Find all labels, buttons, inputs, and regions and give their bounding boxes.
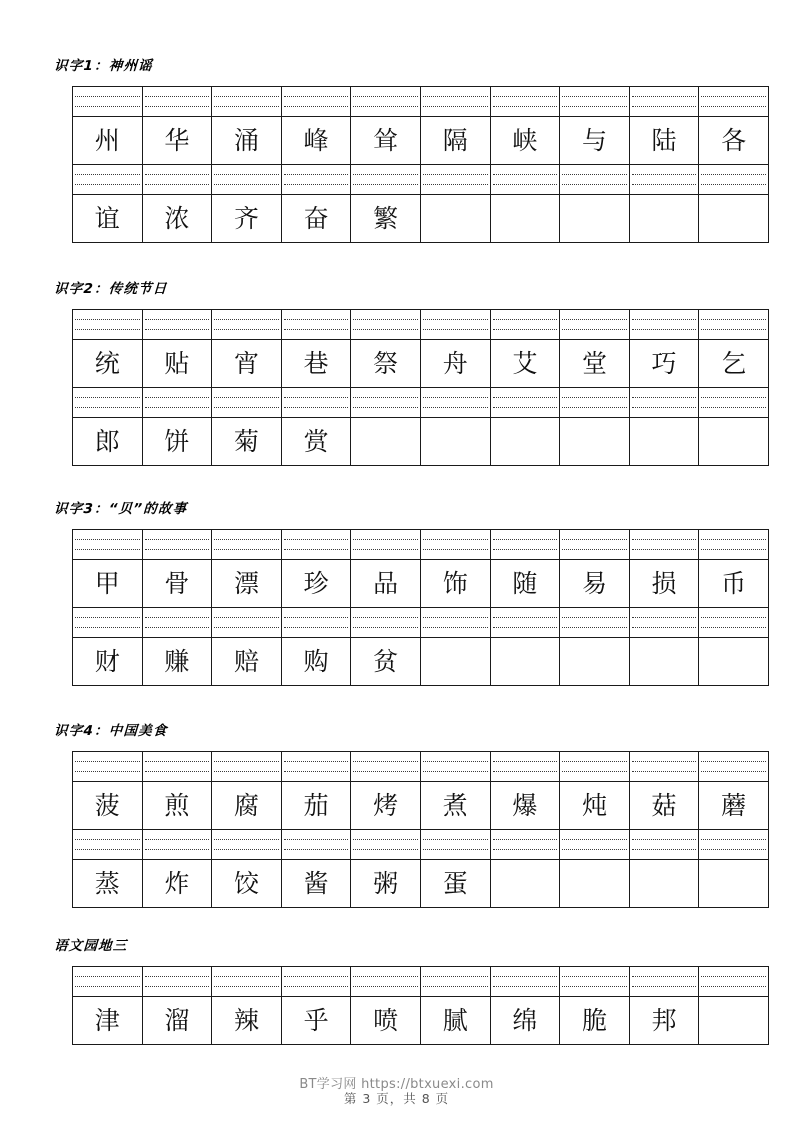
practice-cell[interactable]	[699, 86, 769, 116]
practice-cell[interactable]	[560, 829, 630, 859]
practice-cell[interactable]	[629, 607, 699, 637]
character-cell: 饺	[212, 859, 282, 907]
practice-cell[interactable]	[281, 966, 351, 996]
character-cell: 粥	[351, 859, 421, 907]
section-shizi-3	[0, 503, 793, 686]
practice-cell[interactable]	[490, 309, 560, 339]
practice-cell[interactable]	[142, 751, 212, 781]
character-cell: 甲	[73, 559, 143, 607]
empty-cell	[490, 417, 560, 465]
character-cell: 涌	[212, 116, 282, 164]
practice-cell[interactable]	[73, 966, 143, 996]
character-cell: 茄	[281, 781, 351, 829]
practice-cell[interactable]	[420, 164, 490, 194]
practice-cell[interactable]	[629, 966, 699, 996]
practice-cell[interactable]	[420, 966, 490, 996]
character-cell: 易	[560, 559, 630, 607]
character-cell: 喷	[351, 996, 421, 1044]
empty-cell	[699, 194, 769, 242]
character-cell: 币	[699, 559, 769, 607]
empty-cell	[490, 859, 560, 907]
character-cell: 赔	[212, 637, 282, 685]
character-cell: 赏	[281, 417, 351, 465]
practice-cell[interactable]	[212, 529, 282, 559]
character-cell: 蛋	[420, 859, 490, 907]
practice-cell[interactable]	[142, 86, 212, 116]
practice-row	[73, 309, 769, 339]
practice-cell[interactable]	[560, 309, 630, 339]
empty-cell	[629, 194, 699, 242]
character-cell: 繁	[351, 194, 421, 242]
practice-cell[interactable]	[699, 529, 769, 559]
practice-cell[interactable]	[212, 309, 282, 339]
character-cell: 统	[73, 339, 143, 387]
character-cell: 巷	[281, 339, 351, 387]
character-cell: 谊	[73, 194, 143, 242]
empty-cell	[699, 417, 769, 465]
character-cell: 郎	[73, 417, 143, 465]
practice-cell[interactable]	[73, 164, 143, 194]
practice-cell[interactable]	[351, 164, 421, 194]
practice-cell[interactable]	[560, 966, 630, 996]
character-cell: 炖	[560, 781, 630, 829]
character-cell: 峡	[490, 116, 560, 164]
practice-row	[73, 829, 769, 859]
practice-cell[interactable]	[281, 164, 351, 194]
character-cell: 峰	[281, 116, 351, 164]
practice-cell[interactable]	[629, 86, 699, 116]
character-cell: 隔	[420, 116, 490, 164]
empty-cell	[629, 417, 699, 465]
character-cell: 辣	[212, 996, 282, 1044]
character-cell: 腻	[420, 996, 490, 1044]
character-cell: 绵	[490, 996, 560, 1044]
practice-cell[interactable]	[212, 607, 282, 637]
practice-cell[interactable]	[420, 751, 490, 781]
practice-cell[interactable]	[212, 164, 282, 194]
practice-cell[interactable]	[212, 387, 282, 417]
character-cell: 巧	[629, 339, 699, 387]
practice-cell[interactable]	[281, 86, 351, 116]
practice-cell[interactable]	[699, 751, 769, 781]
character-cell: 菠	[73, 781, 143, 829]
character-cell: 菊	[212, 417, 282, 465]
character-cell: 祭	[351, 339, 421, 387]
character-cell: 邦	[629, 996, 699, 1044]
page-footer	[0, 1089, 793, 1108]
character-cell: 乎	[281, 996, 351, 1044]
character-row	[73, 559, 769, 607]
practice-cell[interactable]	[699, 607, 769, 637]
practice-cell[interactable]	[629, 829, 699, 859]
practice-cell[interactable]	[351, 751, 421, 781]
practice-cell[interactable]	[699, 309, 769, 339]
character-row	[73, 859, 769, 907]
character-cell: 舟	[420, 339, 490, 387]
character-cell: 堂	[560, 339, 630, 387]
site-watermark: BT学习网 https://btxuexi.com	[299, 1077, 494, 1092]
practice-cell[interactable]	[560, 387, 630, 417]
character-cell: 赚	[142, 637, 212, 685]
empty-cell	[629, 637, 699, 685]
practice-cell[interactable]	[560, 86, 630, 116]
practice-cell[interactable]	[142, 966, 212, 996]
character-cell: 齐	[212, 194, 282, 242]
character-cell: 饼	[142, 417, 212, 465]
character-cell: 饰	[420, 559, 490, 607]
practice-cell[interactable]	[629, 164, 699, 194]
empty-cell	[420, 637, 490, 685]
practice-row	[73, 387, 769, 417]
practice-cell[interactable]	[351, 86, 421, 116]
character-cell: 蒸	[73, 859, 143, 907]
practice-cell[interactable]	[142, 387, 212, 417]
practice-cell[interactable]	[629, 387, 699, 417]
practice-cell[interactable]	[560, 164, 630, 194]
character-cell: 菇	[629, 781, 699, 829]
character-row	[73, 781, 769, 829]
character-cell: 陆	[629, 116, 699, 164]
character-cell: 乞	[699, 339, 769, 387]
practice-cell[interactable]	[281, 529, 351, 559]
section-title: 识字1：神州谣	[53, 58, 154, 74]
practice-row	[73, 607, 769, 637]
practice-cell[interactable]	[142, 529, 212, 559]
practice-cell[interactable]	[351, 529, 421, 559]
character-cell: 宵	[212, 339, 282, 387]
character-grid	[72, 529, 769, 686]
practice-row	[73, 164, 769, 194]
empty-cell	[351, 417, 421, 465]
practice-cell[interactable]	[629, 751, 699, 781]
character-row	[73, 417, 769, 465]
character-cell: 骨	[142, 559, 212, 607]
character-row	[73, 116, 769, 164]
practice-cell[interactable]	[351, 829, 421, 859]
practice-cell[interactable]	[281, 309, 351, 339]
character-cell: 州	[73, 116, 143, 164]
character-cell: 华	[142, 116, 212, 164]
character-cell: 损	[629, 559, 699, 607]
practice-cell[interactable]	[490, 529, 560, 559]
practice-row	[73, 529, 769, 559]
practice-cell[interactable]	[629, 529, 699, 559]
practice-cell[interactable]	[73, 309, 143, 339]
character-cell: 炸	[142, 859, 212, 907]
practice-cell[interactable]	[490, 387, 560, 417]
character-cell: 与	[560, 116, 630, 164]
character-grid	[72, 966, 769, 1045]
character-grid	[72, 86, 769, 243]
character-cell: 浓	[142, 194, 212, 242]
character-cell: 溜	[142, 996, 212, 1044]
practice-cell[interactable]	[420, 829, 490, 859]
practice-cell[interactable]	[73, 829, 143, 859]
empty-cell	[420, 417, 490, 465]
practice-cell[interactable]	[281, 829, 351, 859]
practice-cell[interactable]	[73, 387, 143, 417]
section-title: 识字3：“贝”的故事	[53, 501, 188, 517]
character-cell: 贫	[351, 637, 421, 685]
practice-cell[interactable]	[212, 86, 282, 116]
practice-cell[interactable]	[212, 966, 282, 996]
empty-cell	[420, 194, 490, 242]
character-cell: 蘑	[699, 781, 769, 829]
character-cell: 艾	[490, 339, 560, 387]
practice-cell[interactable]	[490, 751, 560, 781]
character-cell: 脆	[560, 996, 630, 1044]
character-cell: 品	[351, 559, 421, 607]
character-cell: 珍	[281, 559, 351, 607]
empty-cell	[629, 859, 699, 907]
empty-cell	[560, 417, 630, 465]
practice-cell[interactable]	[73, 751, 143, 781]
practice-cell[interactable]	[420, 86, 490, 116]
character-cell: 购	[281, 637, 351, 685]
practice-cell[interactable]	[142, 607, 212, 637]
practice-cell[interactable]	[212, 829, 282, 859]
character-cell: 各	[699, 116, 769, 164]
character-cell: 奋	[281, 194, 351, 242]
character-grid	[72, 309, 769, 466]
section-shizi-4	[0, 725, 793, 908]
practice-cell[interactable]	[699, 164, 769, 194]
character-row	[73, 996, 769, 1044]
character-cell: 腐	[212, 781, 282, 829]
character-cell: 煮	[420, 781, 490, 829]
empty-cell	[699, 637, 769, 685]
practice-cell[interactable]	[420, 529, 490, 559]
practice-row	[73, 86, 769, 116]
practice-cell[interactable]	[560, 751, 630, 781]
practice-cell[interactable]	[490, 164, 560, 194]
practice-cell[interactable]	[490, 966, 560, 996]
character-cell: 漂	[212, 559, 282, 607]
character-cell: 酱	[281, 859, 351, 907]
practice-cell[interactable]	[699, 829, 769, 859]
section-yuwen-yuandi-3	[0, 940, 793, 1045]
practice-cell[interactable]	[420, 387, 490, 417]
empty-cell	[490, 194, 560, 242]
character-cell: 煎	[142, 781, 212, 829]
practice-cell[interactable]	[73, 86, 143, 116]
character-cell: 耸	[351, 116, 421, 164]
section-title: 语文园地三	[53, 938, 128, 954]
section-title: 识字4：中国美食	[53, 723, 168, 739]
empty-cell	[560, 637, 630, 685]
practice-cell[interactable]	[281, 387, 351, 417]
practice-cell[interactable]	[281, 751, 351, 781]
practice-cell[interactable]	[420, 607, 490, 637]
character-row	[73, 339, 769, 387]
character-cell: 爆	[490, 781, 560, 829]
practice-cell[interactable]	[351, 309, 421, 339]
practice-cell[interactable]	[490, 86, 560, 116]
practice-cell[interactable]	[490, 607, 560, 637]
character-cell: 财	[73, 637, 143, 685]
practice-cell[interactable]	[142, 164, 212, 194]
practice-cell[interactable]	[351, 607, 421, 637]
section-shizi-2	[0, 283, 793, 466]
character-cell: 津	[73, 996, 143, 1044]
practice-cell[interactable]	[699, 387, 769, 417]
empty-cell	[699, 996, 769, 1044]
practice-cell[interactable]	[142, 829, 212, 859]
practice-cell[interactable]	[142, 309, 212, 339]
empty-cell	[560, 194, 630, 242]
practice-cell[interactable]	[699, 966, 769, 996]
practice-cell[interactable]	[351, 966, 421, 996]
empty-cell	[490, 637, 560, 685]
empty-cell	[560, 859, 630, 907]
character-cell: 随	[490, 559, 560, 607]
practice-cell[interactable]	[420, 309, 490, 339]
character-row	[73, 637, 769, 685]
character-grid	[72, 751, 769, 908]
practice-cell[interactable]	[351, 387, 421, 417]
empty-cell	[699, 859, 769, 907]
character-row	[73, 194, 769, 242]
practice-cell[interactable]	[560, 607, 630, 637]
practice-cell[interactable]	[73, 529, 143, 559]
practice-row	[73, 751, 769, 781]
section-title: 识字2：传统节日	[53, 281, 168, 297]
practice-cell[interactable]	[490, 829, 560, 859]
practice-row	[73, 966, 769, 996]
practice-cell[interactable]	[281, 607, 351, 637]
practice-cell[interactable]	[73, 607, 143, 637]
practice-cell[interactable]	[629, 309, 699, 339]
practice-cell[interactable]	[212, 751, 282, 781]
practice-cell[interactable]	[560, 529, 630, 559]
character-cell: 贴	[142, 339, 212, 387]
page-number: 第 3 页，共 8 页	[343, 1091, 450, 1106]
section-shizi-1	[0, 60, 793, 243]
character-cell: 烤	[351, 781, 421, 829]
